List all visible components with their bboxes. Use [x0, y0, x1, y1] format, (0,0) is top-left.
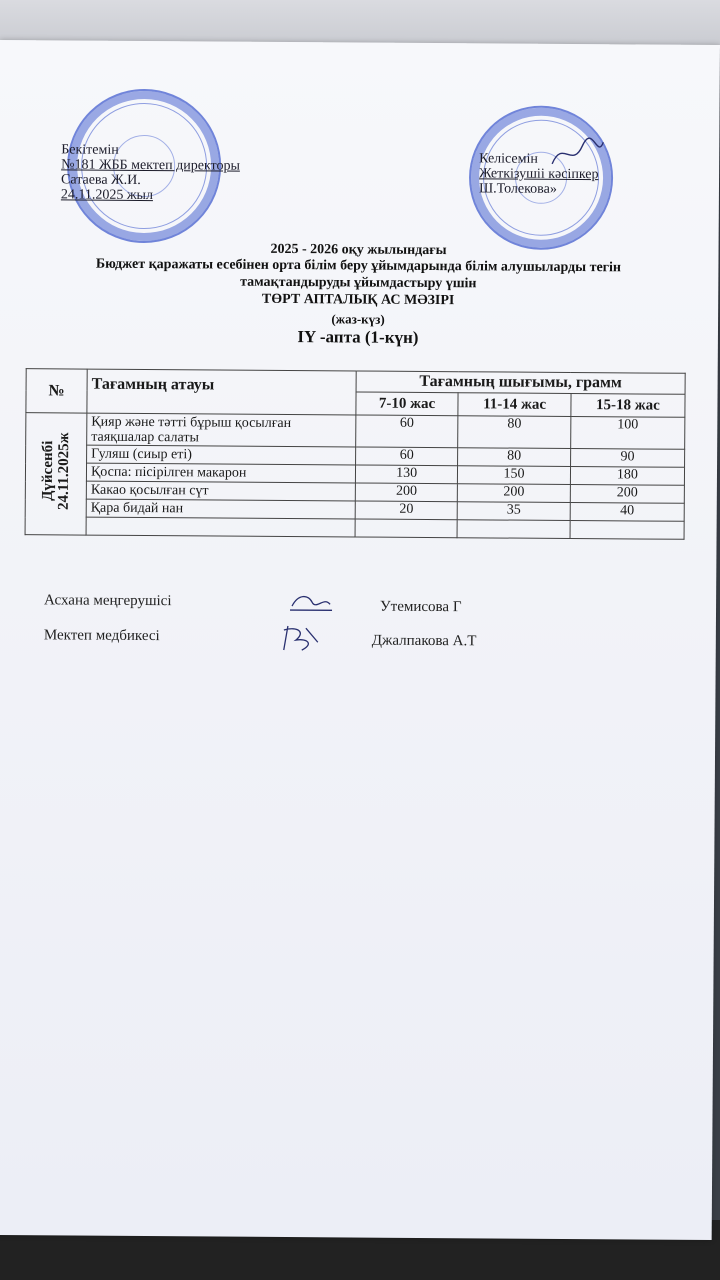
portion-cell: 60	[356, 415, 458, 448]
portion-cell: 80	[458, 448, 571, 467]
portion-cell: 180	[570, 466, 684, 485]
approve-name: Сатаева Ж.И.	[60, 172, 141, 188]
day-cell	[25, 413, 87, 535]
portion-cell	[570, 520, 684, 539]
portion-cell: 200	[355, 483, 457, 502]
heading-year: 2025 - 2026 оқу жылындағы	[270, 241, 447, 259]
heading-week: IY -апта (1-күн)	[297, 327, 419, 347]
portion-cell: 35	[457, 502, 570, 521]
agree-name: Ш.Толекова»	[478, 181, 557, 197]
heading-season: (жаз-күз)	[331, 311, 385, 327]
heading-line2: Бюджет қаражаты есебінен орта білім беру ұйымдарында білім алушыларды тегін	[95, 256, 622, 276]
day-label	[40, 433, 73, 511]
approve-date: 24.11.2025 жыл	[60, 187, 154, 204]
day-date: 24.11.2025ж	[55, 432, 73, 511]
portion-cell: 150	[458, 466, 571, 485]
document-page	[0, 40, 720, 1240]
header-age-2: 11-14 жас	[458, 393, 571, 417]
agree-title: Келісемін	[479, 151, 538, 167]
portion-cell: 40	[570, 502, 684, 521]
portion-cell: 100	[571, 416, 685, 449]
heading-line3: тамақтандыруды ұйымдастыру үшін	[240, 274, 477, 292]
dish-name: Какао қосылған сүт	[86, 481, 355, 501]
header-num: №	[26, 369, 87, 413]
portion-cell	[355, 519, 457, 538]
portion-cell: 200	[458, 484, 571, 503]
role-kitchen-head: Асхана меңгерушісі	[44, 592, 172, 610]
kitchen-head-signature-icon	[286, 592, 336, 614]
portion-cell: 80	[458, 416, 571, 449]
dish-name: Гуляш (сиыр еті)	[87, 445, 356, 465]
portion-cell	[457, 520, 570, 539]
portion-cell: 90	[570, 448, 684, 467]
portion-cell: 60	[356, 447, 458, 466]
approve-director: №181 ЖББ мектеп директоры	[61, 157, 240, 174]
nurse-signature-icon	[278, 622, 326, 654]
person-kitchen-head: Утемисова Г	[379, 598, 462, 616]
agree-supplier: Жеткізушіі кәсіпкер	[479, 166, 599, 183]
dish-name: Қара бидай нан	[86, 499, 355, 519]
portion-cell: 130	[355, 465, 457, 484]
portion-cell: 200	[570, 484, 684, 503]
portion-cell: 20	[355, 501, 457, 520]
director-signature-icon	[547, 134, 607, 174]
header-age-1: 7-10 жас	[356, 392, 458, 416]
role-nurse: Мектеп медбикесі	[43, 627, 160, 645]
dish-name	[86, 517, 355, 537]
dish-name: Қияр және тәтті бұрыш қосылған таяқшалар салаты	[87, 413, 356, 447]
approval-block	[61, 142, 240, 203]
menu-table	[25, 368, 686, 540]
day-name: Дүйсенбі	[39, 441, 57, 502]
header-dish-name: Тағамның атауы	[87, 369, 356, 415]
heading-title: ТӨРТ АПТАЛЫҚ АС МӘЗІРІ	[261, 291, 455, 309]
person-nurse: Джалпакова А.Т	[371, 632, 477, 650]
dish-name: Қоспа: пісірілген макарон	[86, 463, 355, 483]
header-portion: Тағамның шығымы, грамм	[356, 371, 685, 394]
approve-title: Бекітемін	[61, 142, 119, 158]
header-age-3: 15-18 жас	[571, 393, 685, 417]
